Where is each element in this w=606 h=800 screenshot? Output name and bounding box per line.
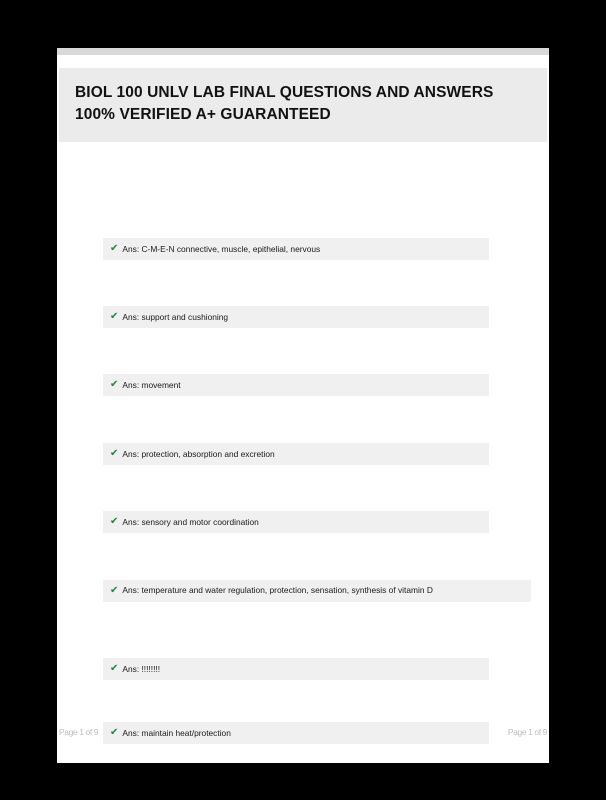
answer-text: Ans: maintain heat/protection [122, 727, 231, 738]
answer-text: Ans: movement [122, 380, 181, 391]
answer-text: Ans: temperature and water regulation, protection, sensation, synthesis of vitamin D [122, 585, 433, 596]
page-footer [57, 727, 549, 741]
check-icon: ✔ [110, 726, 119, 738]
document-sheet [57, 48, 549, 763]
answer-text: Ans: protection, absorption and excretion [122, 448, 275, 459]
answer-text: Ans: support and cushioning [122, 311, 229, 322]
document-title-box [59, 68, 547, 142]
answer-text: Ans: !!!!!!!! [122, 663, 161, 674]
answer-text: Ans: C-M-E-N connective, muscle, epithelial, nervous [122, 243, 321, 254]
check-icon: ✔ [110, 243, 119, 254]
list-item [57, 242, 549, 322]
check-icon: ✔ [110, 516, 119, 528]
check-icon: ✔ [110, 447, 119, 459]
list-item [57, 310, 549, 391]
check-icon: ✔ [110, 311, 119, 322]
list-item [57, 447, 549, 528]
check-icon: ✔ [110, 584, 119, 596]
top-strip [57, 48, 549, 55]
list-item [57, 584, 549, 674]
footer-left-text: Page 1 of 9 [59, 727, 99, 737]
list-item [57, 516, 549, 596]
page-title: BIOL 100 UNLV LAB FINAL QUESTIONS AND ANSWERS 100% VERIFIED A+ GUARANTEED [75, 84, 494, 123]
answer-text: Ans: sensory and motor coordination [122, 516, 259, 527]
list-item [57, 174, 549, 254]
check-icon: ✔ [110, 662, 119, 674]
list-item [57, 379, 549, 459]
footer-right-text: Page 1 of 9 [507, 727, 547, 737]
check-icon: ✔ [110, 379, 119, 391]
